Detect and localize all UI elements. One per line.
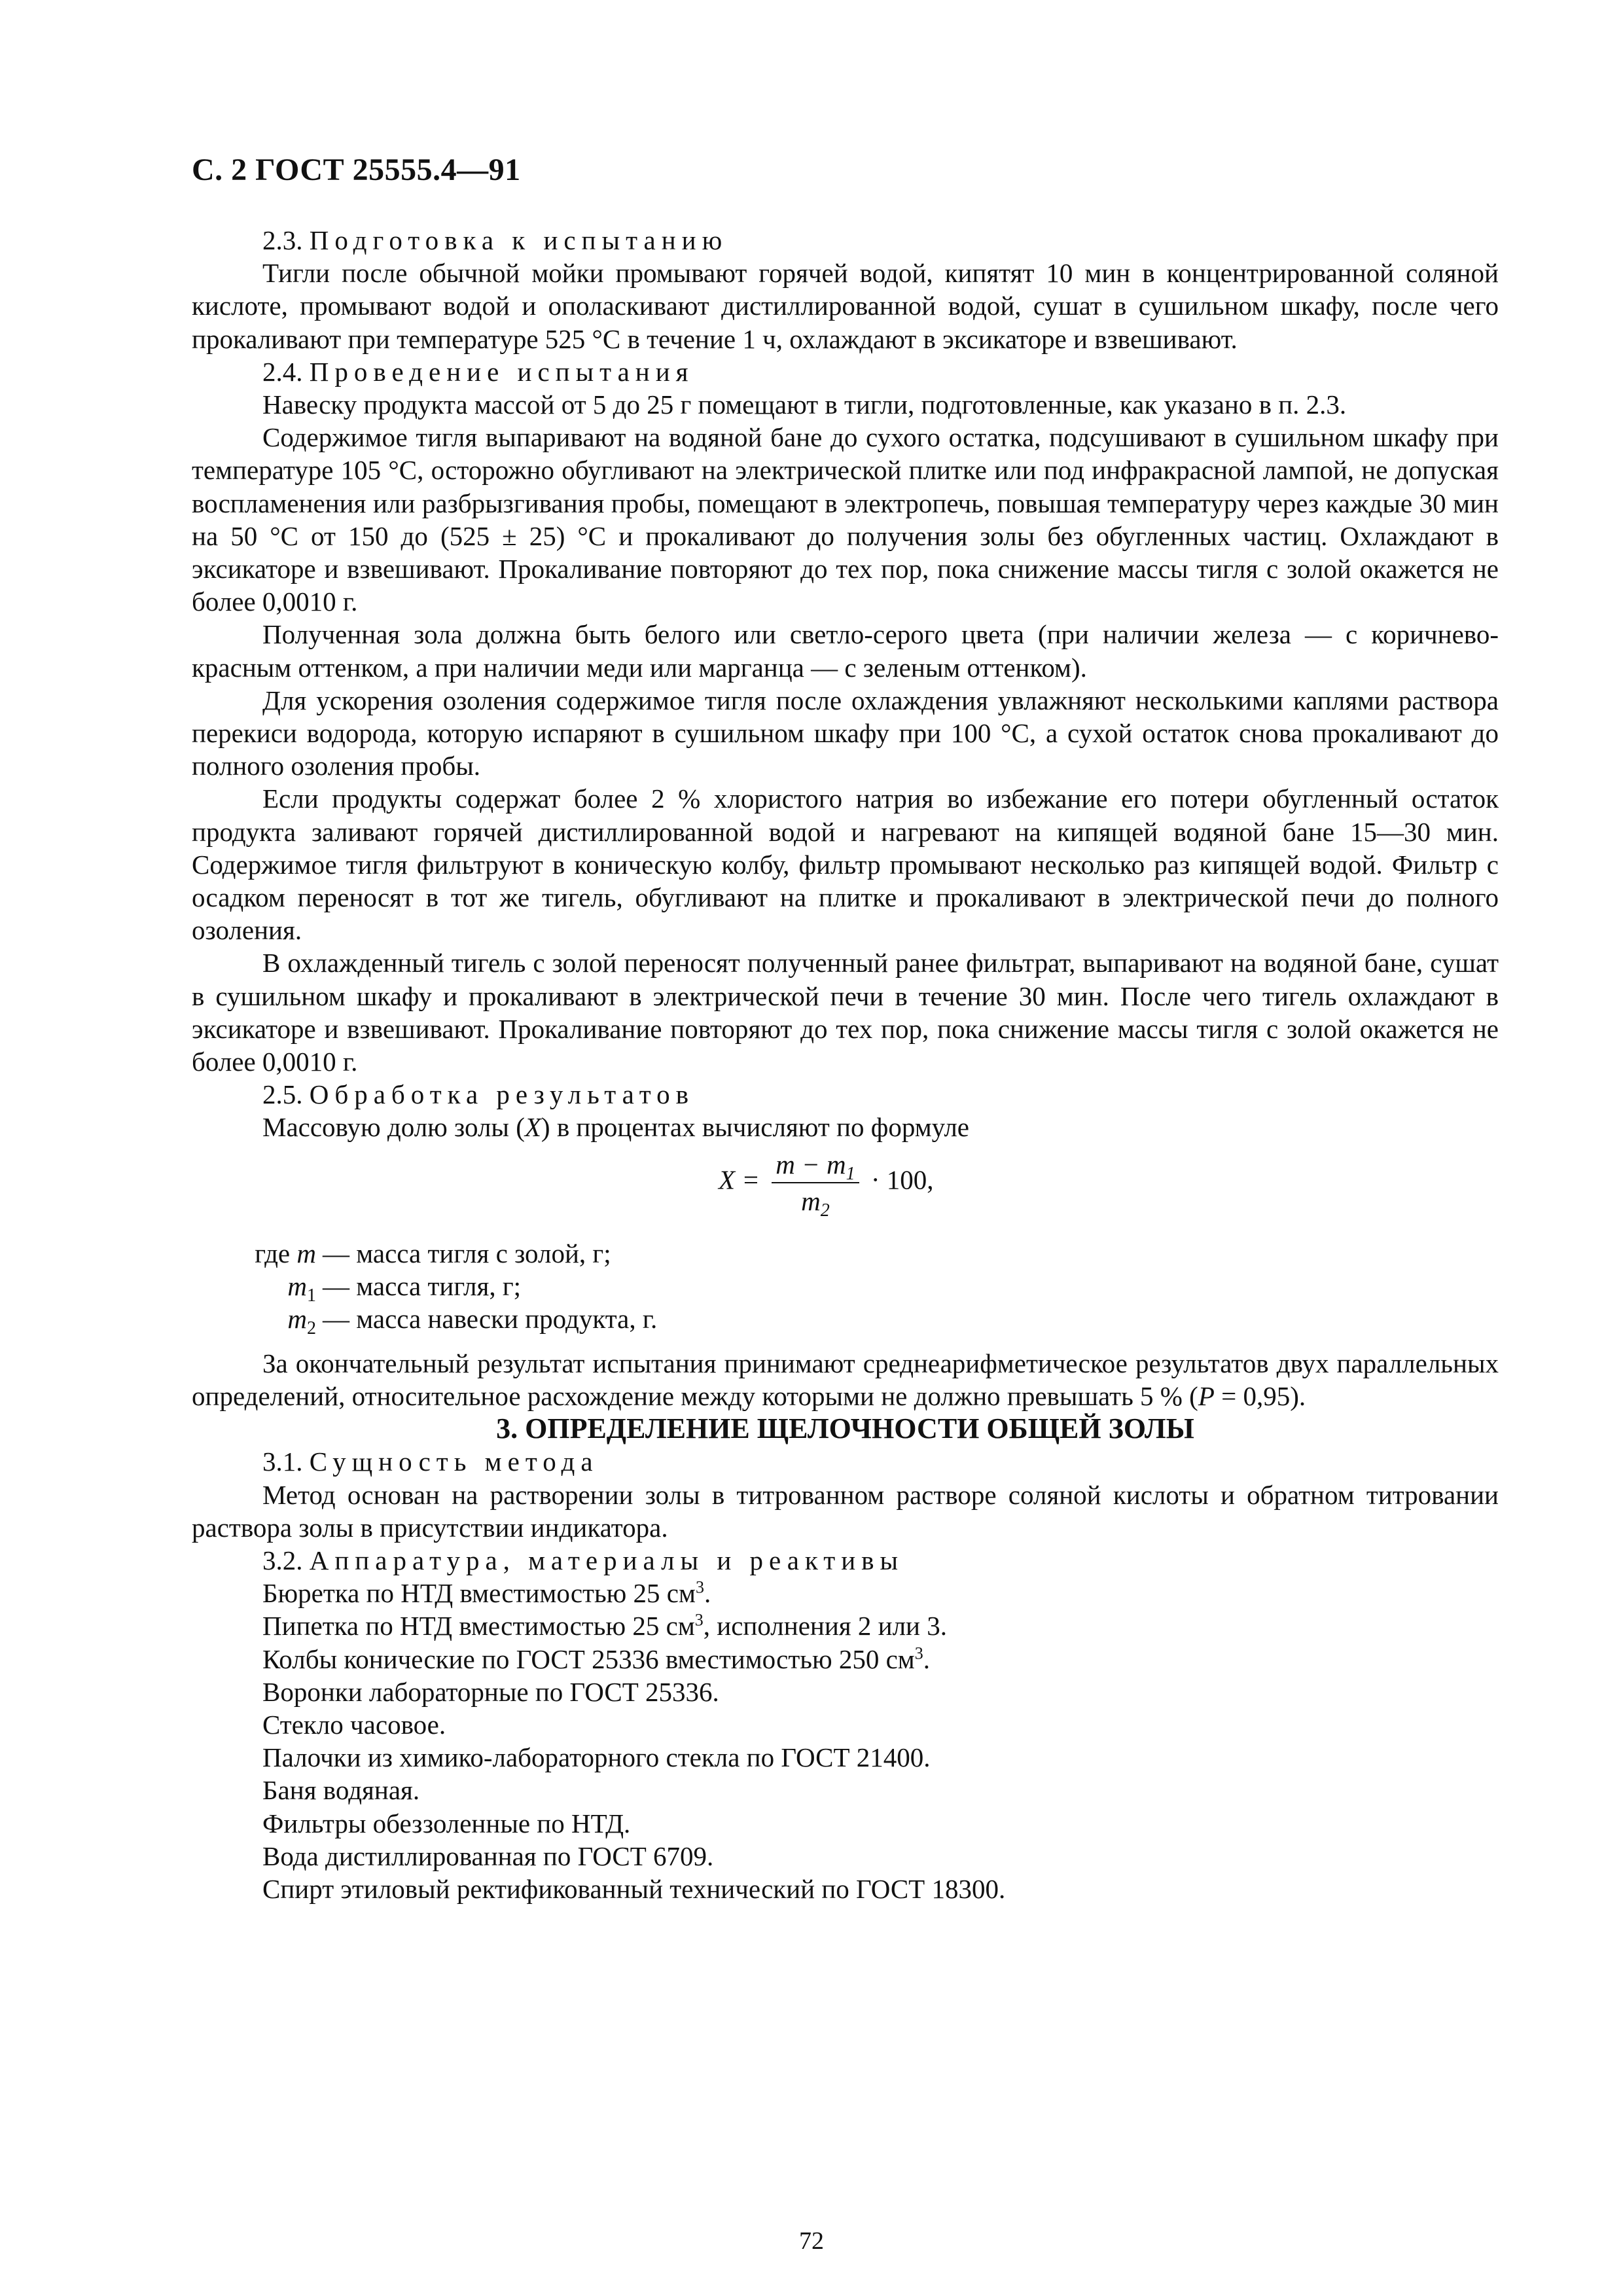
- paragraph: Тигли после обычной мойки промывают горячей водой, кипятят 10 мин в концентрированной соляной кислоте, промывают водой и ополаскивают дистиллированной водой, сушат в сушильном шкафу, после чего прокаливают при температуре 525 °С в течение 1 ч, охлаждают в эксикаторе и взвешивают.: [192, 258, 1499, 354]
- paragraph: Для ускорения озоления содержимое тигля после охлаждения увлажняют несколькими каплями раствора перекиси водорода, которую испаряют в сушильном шкафу при 100 °С, а сухой остаток снова прокаливают до полного озоления пробы.: [192, 685, 1499, 781]
- subsection-title: Обработка результатов: [309, 1079, 695, 1110]
- paragraph: За окончательный результат испытания принимают среднеарифметическое результатов двух параллельных определений, относительное расхождение между которыми не должно превышать 5 % (P = 0,95).: [192, 1348, 1499, 1411]
- paragraph: Полученная зола должна быть белого или светло-серого цвета (при наличии железа — с коричнево-красным оттенком, а при наличии меди или марганца — с зеленым оттенком).: [192, 619, 1499, 683]
- list-item: Баня водяная.: [262, 1775, 420, 1806]
- list-item: Пипетка по НТД вместимостью 25 $см^3$, исполнения 2 или 3.: [262, 1610, 947, 1641]
- section-title: 3. ОПРЕДЕЛЕНИЕ ЩЕЛОЧНОСТИ ОБЩЕЙ ЗОЛЫ: [496, 1412, 1194, 1445]
- list-item: Спирт этиловый ректификованный технический по ГОСТ 18300.: [262, 1873, 1006, 1904]
- subsection-title: Проведение испытания: [309, 356, 694, 387]
- page-header: С. 2 ГОСТ 25555.4—91: [192, 152, 521, 187]
- formula: [719, 1148, 934, 1221]
- subsection-heading-3-2: 3.2. Аппаратура, материалы и реактивы: [262, 1545, 904, 1575]
- formula-lhs: X =: [719, 1164, 760, 1195]
- subsection-heading-2-4: 2.4. Проведение испытания: [262, 356, 694, 387]
- list-item: Фильтры обеззоленные по НТД.: [262, 1808, 631, 1839]
- list-item: Вода дистиллированная по ГОСТ 6709.: [262, 1840, 714, 1871]
- formula-rhs: · 100,: [870, 1164, 934, 1195]
- subsection-title: Аппаратура, материалы и реактивы: [309, 1545, 904, 1575]
- paragraph: Массовую долю золы (X) в процентах вычисляют по формуле: [262, 1112, 969, 1143]
- legend-row: где m — масса тигля с золой, г;: [255, 1238, 611, 1268]
- paragraph: Навеску продукта массой от 5 до 25 г помещают в тигли, подготовленные, как указано в п. 2.3.: [262, 389, 1347, 420]
- subsection-title: Сущность метода: [309, 1446, 599, 1477]
- paragraph: Если продукты содержат более 2 % хлористого натрия во избежание его потери обугленный остаток продукта заливают горячей дистиллированной водой и нагревают на кипящей водяной бане 15—30 мин. Содержимое тигля фильтруют в коническую колбу, фильтр промывают несколько раз кипящей водой. Фильтр с осадком переносят в тот же тигель, обугливают на плитке и прокаливают в электрической печи до полного озоления.: [192, 783, 1499, 946]
- list-item: Бюретка по НТД вместимостью 25 $см^3$.: [262, 1577, 711, 1609]
- list-item: Колбы конические по ГОСТ 25336 вместимостью 250 $см^3$.: [262, 1643, 931, 1674]
- list-item: Палочки из химико-лабораторного стекла по ГОСТ 21400.: [262, 1742, 931, 1773]
- formula-numerator: $m - m_1$: [772, 1148, 859, 1183]
- paragraph: Содержимое тигля выпаривают на водяной бане до сухого остатка, подсушивают в сушильном шкафу при температуре 105 °С, осторожно обугливают на электрической плитке или под инфракрасной лампой, не допуская воспламенения или разбрызгивания пробы, помещают в электропечь, повышая температуру через каждые 30 мин на 50 °С от 150 до (525 ± 25) °С и прокаливают до получения золы без обугленных частиц. Охлаждают в эксикаторе и взвешивают. Прокаливание повторяют до тех пор, пока снижение массы тигля с золой окажется не более 0,0010 г.: [192, 422, 1499, 617]
- list-item: Воронки лабораторные по ГОСТ 25336.: [262, 1676, 719, 1707]
- document-body: [192, 224, 1499, 1905]
- legend-row: $m_1$ — масса тигля, г;: [287, 1270, 522, 1306]
- subsection-heading-2-5: 2.5. Обработка результатов: [262, 1079, 695, 1110]
- paragraph: В охлажденный тигель с золой переносят полученный ранее фильтрат, выпаривают на водяной бане, сушат в сушильном шкафу и прокаливают в электрической печи в течение 30 мин. После чего тигель охлаждают в эксикаторе и взвешивают. Прокаливание повторяют до тех пор, пока снижение массы тигля с золой окажется не более 0,0010 г.: [192, 948, 1499, 1077]
- formula-fraction: [772, 1148, 859, 1221]
- formula-block: [192, 1148, 1499, 1225]
- subsection-heading-3-1: 3.1. Сущность метода: [262, 1446, 599, 1477]
- subsection-title: Подготовка к испытанию: [309, 225, 728, 255]
- list-item: Стекло часовое.: [262, 1709, 446, 1740]
- paragraph: Метод основан на растворении золы в титрованном растворе соляной кислоты и обратном титровании раствора золы в присутствии индикатора.: [192, 1479, 1499, 1543]
- legend-row: $m_2$ — масса навески продукта, г.: [287, 1303, 658, 1338]
- formula-denominator: $m_2$: [801, 1185, 830, 1221]
- variable-legend: [192, 1237, 1499, 1338]
- page-number: 72: [799, 2227, 824, 2255]
- subsection-heading-2-3: 2.3. Подготовка к испытанию: [262, 225, 728, 255]
